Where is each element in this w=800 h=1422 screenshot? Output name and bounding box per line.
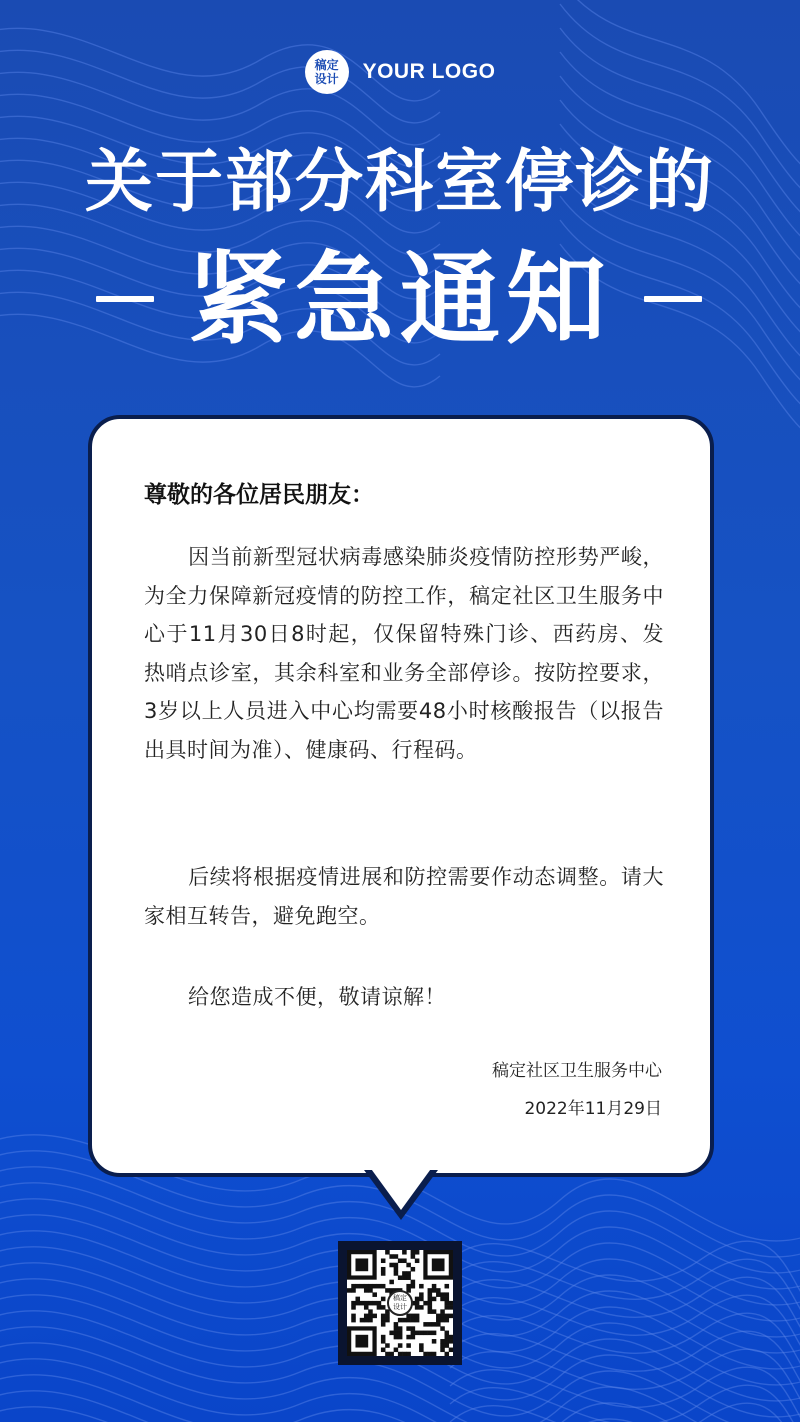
- logo-mark-line2: 设计: [314, 72, 339, 86]
- paragraph-3-text: 给您造成不便，敬请谅解！: [188, 985, 446, 1009]
- notice-date: 2022年11月29日: [524, 1099, 662, 1119]
- logo-text: YOUR LOGO: [362, 60, 496, 83]
- card-pointer: [369, 1166, 433, 1210]
- logo: [0, 50, 800, 94]
- qr-center-line1: 稿定: [393, 1294, 407, 1302]
- right-dash-decoration: [644, 296, 702, 302]
- notice-paragraph-2: [144, 858, 664, 935]
- qr-code[interactable]: [338, 1241, 462, 1365]
- title-line2-row: [0, 240, 800, 360]
- notice-paragraph-1: [144, 538, 664, 769]
- paragraph-1-text: 因当前新型冠状病毒感染肺炎疫情防控形势严峻，为全力保障新冠疫情的防控工作，稿定社区卫生服务中心于11月30日8时起，仅保留特殊门诊、西药房、发热哨点诊室，其余科室和业务全部停诊。按防控要求，3岁以上人员进入中心均需要48小时核酸报告（以报告出具时间为准）、健康码、行程码。: [144, 545, 664, 762]
- logo-mark: [305, 50, 349, 94]
- paragraph-2-text: 后续将根据疫情进展和防控需要作动态调整。请大家相互转告，避免跑空。: [144, 865, 664, 928]
- qr-code-image: [347, 1250, 453, 1356]
- signature: 稿定社区卫生服务中心: [492, 1061, 662, 1081]
- qr-center-line2: 设计: [393, 1303, 407, 1311]
- qr-center-logo: [387, 1290, 413, 1316]
- title-line1: 关于部分科室停诊的: [84, 143, 715, 222]
- notice-paragraph-3: [144, 978, 664, 1017]
- greeting: 尊敬的各位居民朋友：: [144, 482, 374, 508]
- logo-mark-line1: 稿定: [314, 58, 339, 72]
- title-line2: 紧急通知: [188, 241, 612, 358]
